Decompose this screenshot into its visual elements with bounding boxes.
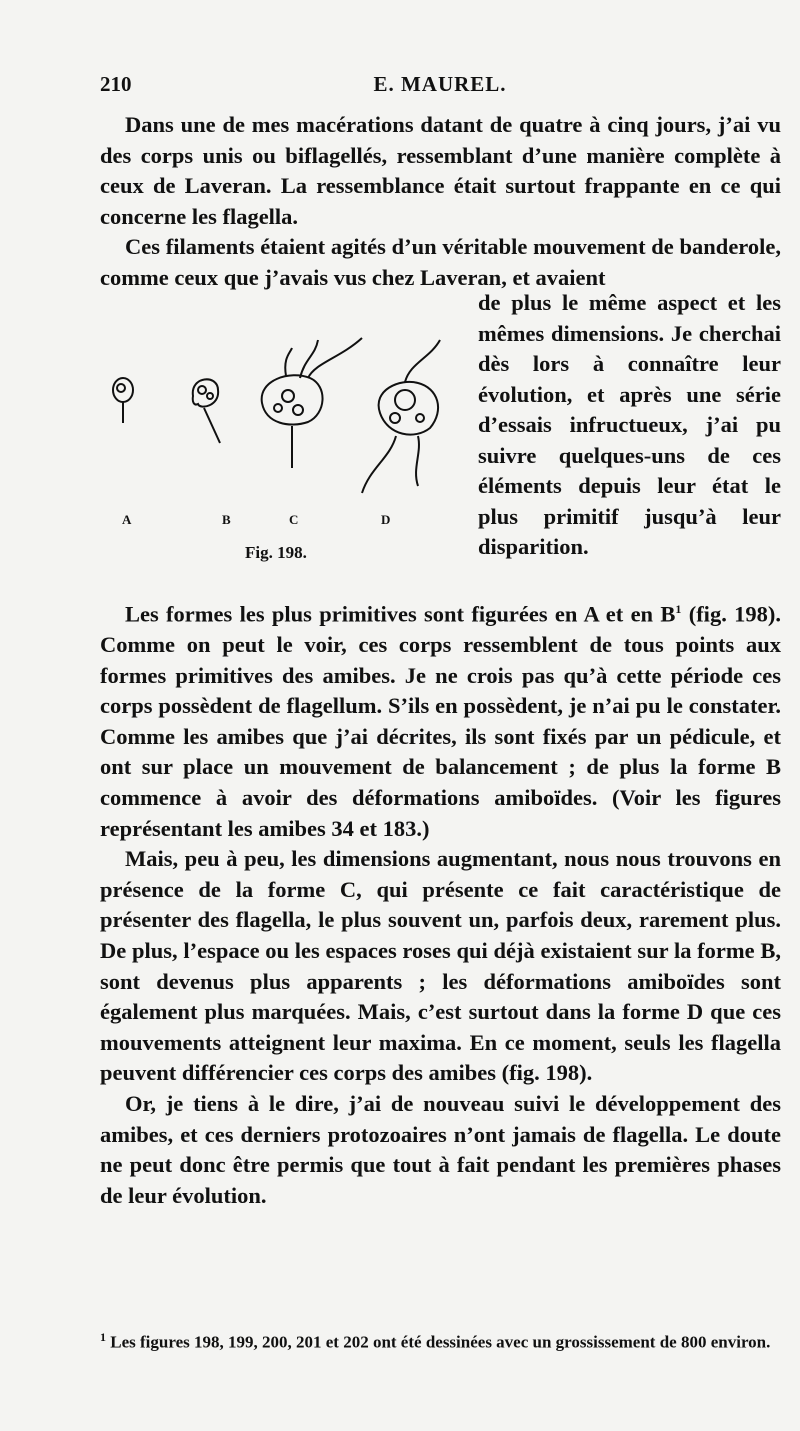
- running-head: E. MAUREL.: [373, 72, 507, 96]
- form-c-drawing: [262, 338, 362, 468]
- form-d-drawing: [362, 340, 440, 493]
- footnote-mark: 1: [100, 1330, 106, 1344]
- paragraph-4: Mais, peu à peu, les dimensions augmentant, nous nous trouvons en présence de la forme C, qui présente ce fait caractéristique de présenter des flagella, le plus souvent un, parfois deux, rarement plus. De plus, l’espace ou les espaces roses qui déjà existaient sur la forme B, sont devenus plus apparents ; les déformations amiboïdes sont également plus marquées. Mais, c’est surtout dans la forme D que ces mouvements atteignent leur maxima. En ce moment, seuls les flagella peuvent différencier ces corps des amibes (fig. 198).: [100, 846, 781, 1086]
- form-b-drawing: [193, 379, 220, 443]
- figure-label-a: A: [122, 512, 132, 527]
- footnote-ref: 1: [675, 602, 682, 616]
- paragraph-2-start: Ces filaments étaient agités d’un véritable mouvement de banderole, comme ceux que j’avais vus chez Laveran, et avaient: [100, 234, 781, 290]
- page-header: [100, 72, 780, 102]
- text-block-top: [100, 110, 781, 294]
- footnote-text: Les figures 198, 199, 200, 201 et 202 ont été dessinées avec un grossissement de 800 environ.: [106, 1332, 771, 1352]
- paragraph-2-wrap: de plus le même aspect et les mêmes dimensions. Je cherchai dès lors à connaître leur évolution, et après une série d’essais infructueux, j’ai pu suivre quelques-uns de ces éléments depuis leur état le plus primitif jusqu’à leur disparition.: [478, 290, 781, 559]
- text-block-bottom: [100, 594, 781, 1211]
- paragraph-1: Dans une de mes macérations datant de quatre à cinq jours, j’ai vu des corps unis ou biflagellés, ressemblant d’une manière complète à ceux de Laveran. La ressemblance était surtout frappante en ce qui concerne les flagella.: [100, 112, 781, 229]
- figure-label-d: D: [381, 512, 391, 527]
- paragraph-5: Or, je tiens à le dire, j’ai de nouveau suivi le développement des amibes, et ces derniers protozoaires n’ont jamais de flagella. Le doute ne peut donc être permis que tout à fait pendant les premières phases de leur évolution.: [100, 1091, 781, 1208]
- figure-label-c: C: [289, 512, 299, 527]
- paragraph-3: [100, 594, 781, 844]
- page-number: 210: [100, 72, 132, 96]
- paragraph-3-rest: (fig. 198). Comme on peut le voir, ces corps ressemblent de tous points aux formes primitives des amibes. Je ne crois pas qu’à cette période ces corps possèdent de flagellum. S’ils en possèdent, je n’ai pu le constater. Comme les amibes que j’ai décrites, ils sont fixés par un pédicule, et ont sur place un mouvement de balancement ; de plus la forme B commence à avoir des déformations amiboïdes. (Voir les figures représentant les amibes 34 et 183.): [100, 601, 781, 841]
- form-a-drawing: [113, 378, 133, 423]
- paragraph-3-start: Les formes les plus primitives sont figurées en A et en B: [125, 601, 676, 627]
- figure-caption: Fig. 198.: [245, 543, 307, 562]
- figure-label-b: B: [222, 512, 231, 527]
- footnote: [100, 1325, 781, 1355]
